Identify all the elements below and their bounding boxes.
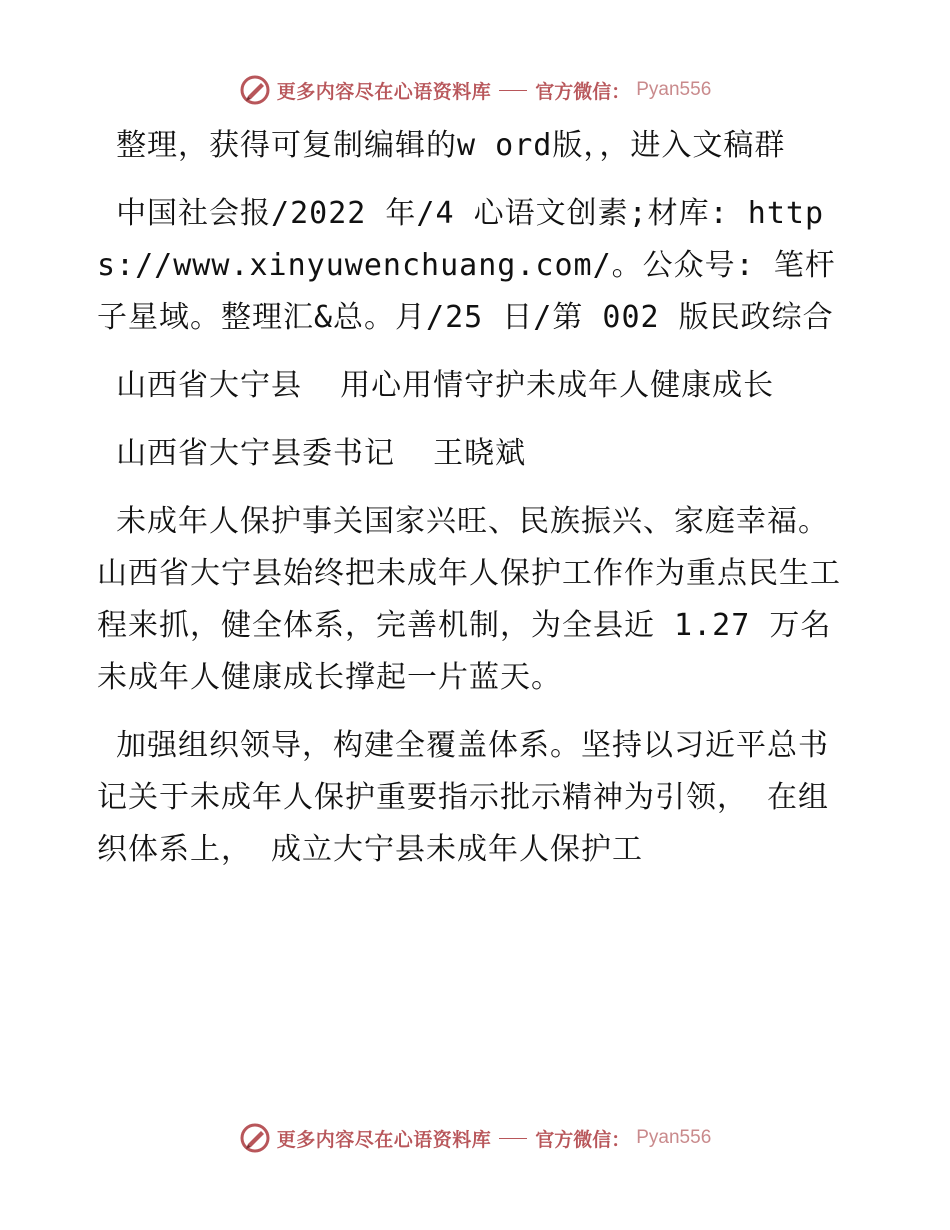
footer-wechat-id: Pyan556 bbox=[636, 1127, 712, 1148]
document-body bbox=[97, 120, 857, 892]
pen-logo-icon bbox=[239, 74, 271, 106]
article-title: 山西省大宁县 用心用情守护未成年人健康成长 bbox=[97, 368, 775, 403]
header-wechat-id: Pyan556 bbox=[636, 79, 712, 100]
footer-separator bbox=[499, 1138, 527, 1139]
paragraph-intro: 整理，获得可复制编辑的w ord版，，进入文稿群 bbox=[97, 128, 786, 163]
paragraph-source: 中国社会报/2022 年/4 心语文创素;材库: https://www.xinyuwenchuang.com/。公众号: 笔杆子星域。整理汇&总。月/25 日/第 002 版民政综合 bbox=[97, 196, 836, 335]
article-author: 山西省大宁县委书记 王晓斌 bbox=[97, 436, 527, 471]
header-separator bbox=[499, 90, 527, 91]
footer-banner bbox=[0, 1118, 950, 1158]
header-site-text: 更多内容尽在心语资料库 bbox=[276, 80, 492, 103]
paragraph-body-2: 加强组织领导，构建全覆盖体系。坚持以习近平总书记关于未成年人保护重要指示批示精神为引领， 在组织体系上， 成立大宁县未成年人保护工 bbox=[97, 728, 830, 867]
footer-banner-inner bbox=[239, 1122, 712, 1154]
header-banner-inner bbox=[239, 74, 712, 106]
header-official-label: 官方微信： bbox=[535, 80, 631, 103]
footer-official-label: 官方微信： bbox=[535, 1128, 631, 1151]
footer-site-text: 更多内容尽在心语资料库 bbox=[276, 1128, 492, 1151]
pen-logo-icon bbox=[239, 1122, 271, 1154]
paragraph-body-1: 未成年人保护事关国家兴旺、民族振兴、家庭幸福。山西省大宁县始终把未成年人保护工作作为重点民生工程来抓，健全体系，完善机制，为全县近 1.27 万名未成年人健康成长撑起一片蓝天。 bbox=[97, 504, 841, 695]
header-banner bbox=[0, 70, 950, 110]
